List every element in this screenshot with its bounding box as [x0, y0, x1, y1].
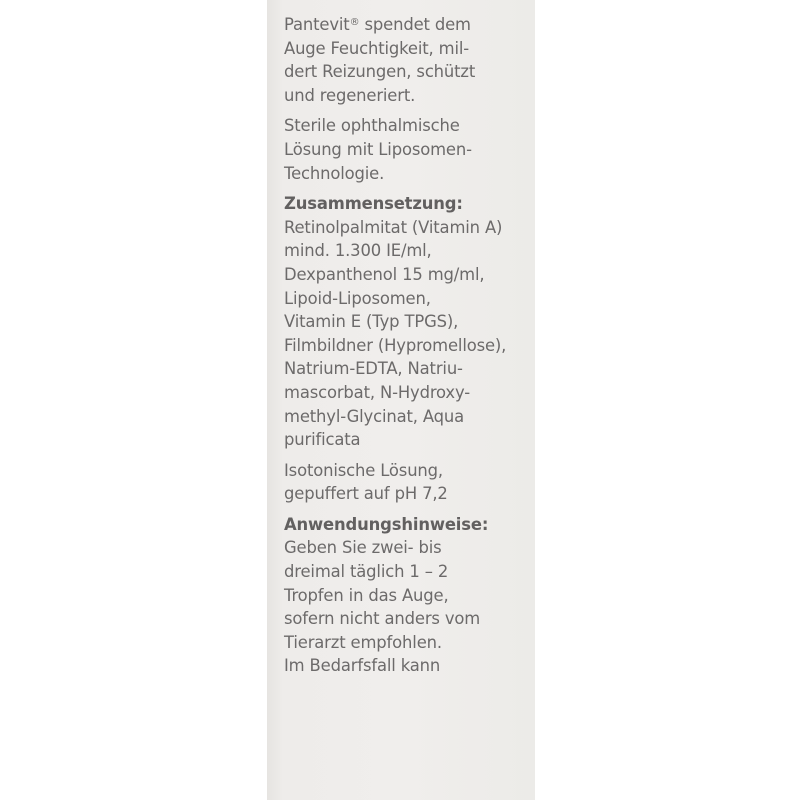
intro-line-3: dert Reizungen, schützt	[284, 62, 476, 82]
isotonic-paragraph	[284, 459, 534, 506]
usage-line: Im Bedarfsfall kann	[284, 656, 441, 676]
composition-line: Vitamin E (Typ TPGS),	[284, 312, 459, 332]
brand-name: Pantevit	[284, 15, 350, 34]
composition-heading: Zusammensetzung:	[284, 194, 463, 214]
isotonic-line-2: gepuffert auf pH 7,2	[284, 484, 448, 504]
usage-line: Tierarzt empfohlen.	[284, 632, 442, 652]
sterile-paragraph	[284, 114, 534, 185]
sterile-line-2: Lösung mit Liposomen-	[284, 139, 472, 159]
composition-line: Retinolpalmitat (Vitamin A)	[284, 217, 503, 237]
usage-line: sofern nicht anders vom	[284, 609, 481, 629]
composition-section	[284, 192, 534, 452]
intro-paragraph: Pantevit® spendet dem Auge Feuchtigkeit, mil- dert Reizungen, schützt und regeneriert.	[284, 13, 534, 107]
label-text	[284, 13, 534, 678]
intro-line-4: und regeneriert.	[284, 85, 416, 105]
sterile-line-3: Technologie.	[284, 163, 385, 183]
composition-line: Dexpanthenol 15 mg/ml,	[284, 264, 485, 284]
composition-line: mascorbat, N-Hydroxy-	[284, 382, 471, 402]
composition-line: Lipoid-Liposomen,	[284, 288, 431, 308]
usage-line: Tropfen in das Auge,	[284, 585, 449, 605]
composition-line: methyl-Glycinat, Aqua	[284, 406, 465, 426]
composition-line: Natrium-EDTA, Natriu-	[284, 359, 463, 379]
sterile-line-1: Sterile ophthalmische	[284, 116, 460, 136]
usage-heading: Anwendungshinweise:	[284, 514, 489, 534]
isotonic-line-1: Isotonische Lösung,	[284, 460, 443, 480]
intro-line-2: Auge Feuchtigkeit, mil-	[284, 38, 470, 58]
usage-section	[284, 513, 534, 678]
usage-line: dreimal täglich 1 – 2	[284, 562, 449, 582]
usage-line: Geben Sie zwei- bis	[284, 538, 442, 558]
registered-trademark-symbol: ®	[349, 16, 360, 28]
composition-line: mind. 1.300 IE/ml,	[284, 241, 432, 261]
composition-line: Filmbildner (Hypromellose),	[284, 335, 507, 355]
composition-line: purificata	[284, 430, 361, 450]
